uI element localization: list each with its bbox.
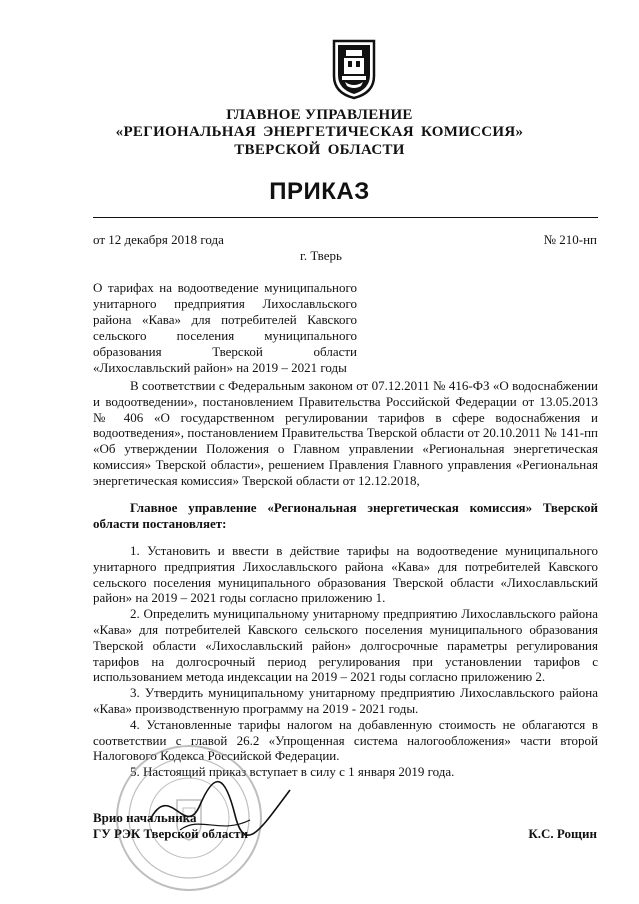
decree-item-3: 3. Утвердить муниципальному унитарному предприятию Лихославльского района «Кава» производственную программу на 2019 - 2021 годы.	[93, 685, 598, 716]
header-divider	[93, 217, 598, 218]
decree-statement: Главное управление «Региональная энергетическая комиссия» Тверской области постановляет:	[93, 500, 598, 531]
document-title: ПРИКАЗ	[269, 178, 370, 205]
signatory-position-line1: Врио начальника	[93, 810, 197, 825]
org-name-line1: ГЛАВНОЕ УПРАВЛЕНИЕ	[226, 107, 413, 123]
decree-item-4: 4. Установленные тарифы налогом на добавленную стоимость не облагаются в соответствии с главой 26.2 «Упрощенная система налогообложения» части второй Налогового Кодекса Российской Федерации.	[93, 716, 598, 764]
org-name-line3: ТВЕРСКОЙ ОБЛАСТИ	[234, 142, 405, 158]
signatory-name: К.С. Рощин	[528, 826, 597, 841]
preamble-paragraph: В соответствии с Федеральным законом от 07.12.2011 № 416-ФЗ «О водоснабжении и водоотведении», постановлением Правительства Российской Федерации от 13.05.2013 № 406 «О государственном регулировании тарифов в сфере водоснабжения и водоотведения», постановлением Правительства Тверской области от 20.10.2011 № 141-пп «Об утверждении Положения о Главном управлении «Региональная энергетическая комиссия» Тверской области», решением Правления Главного управления «Региональная энергетическая комиссия» Тверской области от 12.12.2018,	[93, 378, 598, 488]
org-name-line2: «РЕГИОНАЛЬНАЯ ЭНЕРГЕТИЧЕСКАЯ КОМИССИЯ»	[115, 124, 524, 140]
decree-item-1: 1. Установить и ввести в действие тарифы на водоотведение муниципального унитарного предприятия Лихославльского района «Кава» для потребителей Кавского сельского поселения муниципального образования Тверской области «Лихославльский район» на 2019 – 2021 годы согласно приложению 1.	[93, 543, 598, 606]
document-number: № 210-нп	[543, 232, 597, 247]
signatory-position-line2: ГУ РЭК Тверской области	[93, 826, 248, 841]
signatory-position	[93, 810, 248, 842]
document-city: г. Тверь	[300, 248, 342, 263]
decree-item-5: 5. Настоящий приказ вступает в силу с 1 января 2019 года.	[130, 764, 455, 780]
document-date: от 12 декабря 2018 года	[93, 232, 224, 247]
tver-coat-of-arms-icon	[331, 38, 377, 100]
document-subject: О тарифах на водоотведение муниципального унитарного предприятия Лихославльского района «Кава» для потребителей Кавского сельского поселения муниципального образования Тверской области «Лихославльский район» на 2019 – 2021 годы	[93, 280, 357, 375]
decree-item-2: 2. Определить муниципальному унитарному предприятию Лихославльского района «Кава» для потребителей Кавского сельского поселения муниципального образования Тверской области «Лихославльский район» долгосрочные параметры регулирования тарифов на долгосрочный период регулирования при установлении тарифов с использованием метода индексации на 2019 – 2021 годы согласно приложению 2.	[93, 606, 598, 685]
